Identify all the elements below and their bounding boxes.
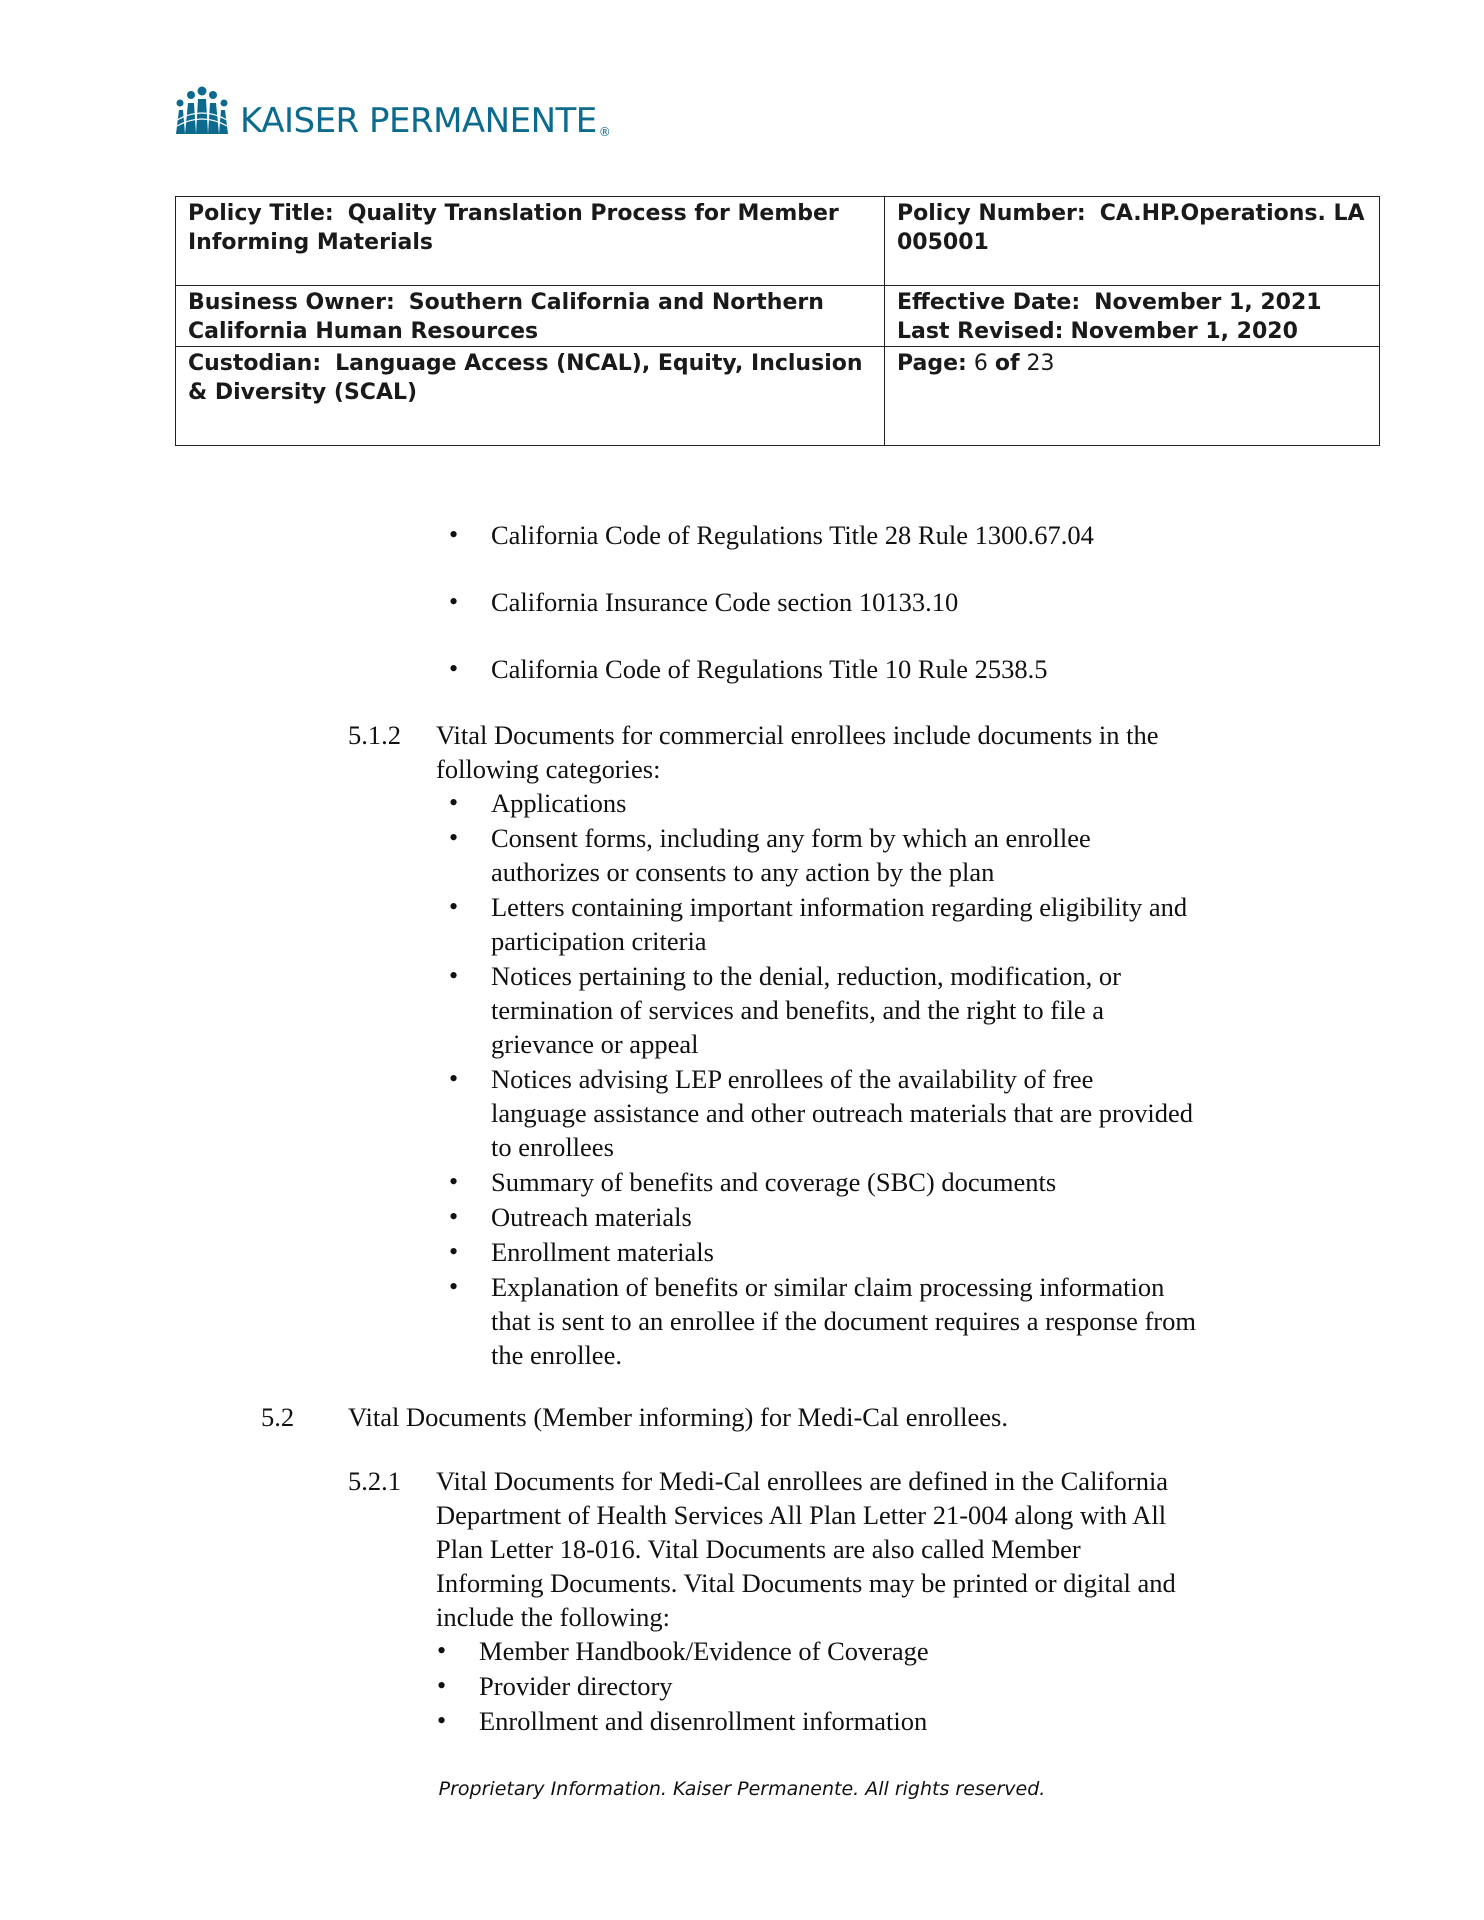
- kp-people-icon: [174, 86, 230, 138]
- list-item: • Member Handbook/Evidence of Coverage: [479, 1634, 929, 1668]
- section-5-2-number: 5.2: [261, 1402, 295, 1432]
- effective-date-value: November 1, 2021: [1094, 290, 1322, 315]
- effective-date-label: Effective Date:: [897, 290, 1081, 315]
- list-item: • Letters containing important information regarding eligibility and participation criteria: [491, 890, 1187, 958]
- business-owner-label: Business Owner:: [188, 290, 395, 315]
- list-item: • Consent forms, including any form by which an enrollee authorizes or consents to any action by the plan: [491, 821, 1091, 889]
- page-of: of: [994, 351, 1020, 376]
- list-item: • Explanation of benefits or similar claim processing information that is sent to an enrollee if the document requires a response from the enrollee.: [491, 1270, 1196, 1372]
- page-total: 23: [1026, 351, 1055, 376]
- custodian-value: Language Access (NCAL), Equity, Inclusion & Diversity (SCAL): [188, 351, 863, 405]
- list-item: • Summary of benefits and coverage (SBC) documents: [491, 1165, 1056, 1199]
- dates-cell: [885, 286, 1380, 347]
- list-item: • Enrollment materials: [491, 1235, 714, 1269]
- logo-registered-mark: ®: [598, 125, 611, 139]
- list-item: • Notices pertaining to the denial, reduction, modification, or termination of services and benefits, and the right to file a grievance or appeal: [491, 959, 1121, 1061]
- list-item: • Enrollment and disenrollment information: [479, 1704, 927, 1738]
- last-revised-value: November 1, 2020: [1070, 319, 1298, 344]
- policy-header-table: [175, 196, 1380, 446]
- last-revised-label: Last Revised:: [897, 319, 1064, 344]
- custodian-label: Custodian:: [188, 351, 322, 376]
- kaiser-permanente-logo: [174, 86, 611, 141]
- list-item: • California Code of Regulations Title 28 Rule 1300.67.04: [491, 518, 1094, 552]
- section-5-2-heading: Vital Documents (Member informing) for Medi-Cal enrollees.: [348, 1402, 1008, 1432]
- list-item: • California Insurance Code section 10133.10: [491, 585, 958, 619]
- business-owner-cell: [176, 286, 885, 347]
- page-label: Page:: [897, 351, 967, 376]
- list-item: • California Code of Regulations Title 10 Rule 2538.5: [491, 652, 1047, 686]
- custodian-cell: [176, 347, 885, 446]
- policy-title-value: Quality Translation Process for Member Informing Materials: [188, 201, 839, 255]
- page-footer: Proprietary Information. Kaiser Permanente. All rights reserved.: [438, 1778, 1046, 1800]
- section-5-1-2-intro: Vital Documents for commercial enrollees include documents in the following categories:: [436, 720, 1159, 784]
- policy-title-cell: [176, 197, 885, 286]
- logo-text: KAISER PERMANENTE: [240, 101, 597, 141]
- section-5-2-1-number: 5.2.1: [348, 1466, 401, 1496]
- section-5-2-1-text: Vital Documents for Medi-Cal enrollees are defined in the California Department of Health Services All Plan Letter 21-004 along with All Plan Letter 18-016. Vital Documents are also called Member Informing Documents. Vital Documents may be printed or digital and include the following:: [436, 1466, 1176, 1632]
- list-item: • Provider directory: [479, 1669, 673, 1703]
- business-owner-value: Southern California and Northern California Human Resources: [188, 290, 824, 344]
- page-cell: [885, 347, 1380, 446]
- page-number: 6: [973, 351, 988, 376]
- policy-number-label: Policy Number:: [897, 201, 1086, 226]
- list-item: • Applications: [491, 786, 626, 820]
- list-item: • Outreach materials: [491, 1200, 692, 1234]
- policy-number-value: CA.HP.Operations. LA 005001: [897, 201, 1365, 255]
- policy-number-cell: [885, 197, 1380, 286]
- policy-title-label: Policy Title:: [188, 201, 334, 226]
- list-item: • Notices advising LEP enrollees of the availability of free language assistance and other outreach materials that are provided to enrollees: [491, 1062, 1193, 1164]
- section-5-1-2-number: 5.1.2: [348, 720, 401, 750]
